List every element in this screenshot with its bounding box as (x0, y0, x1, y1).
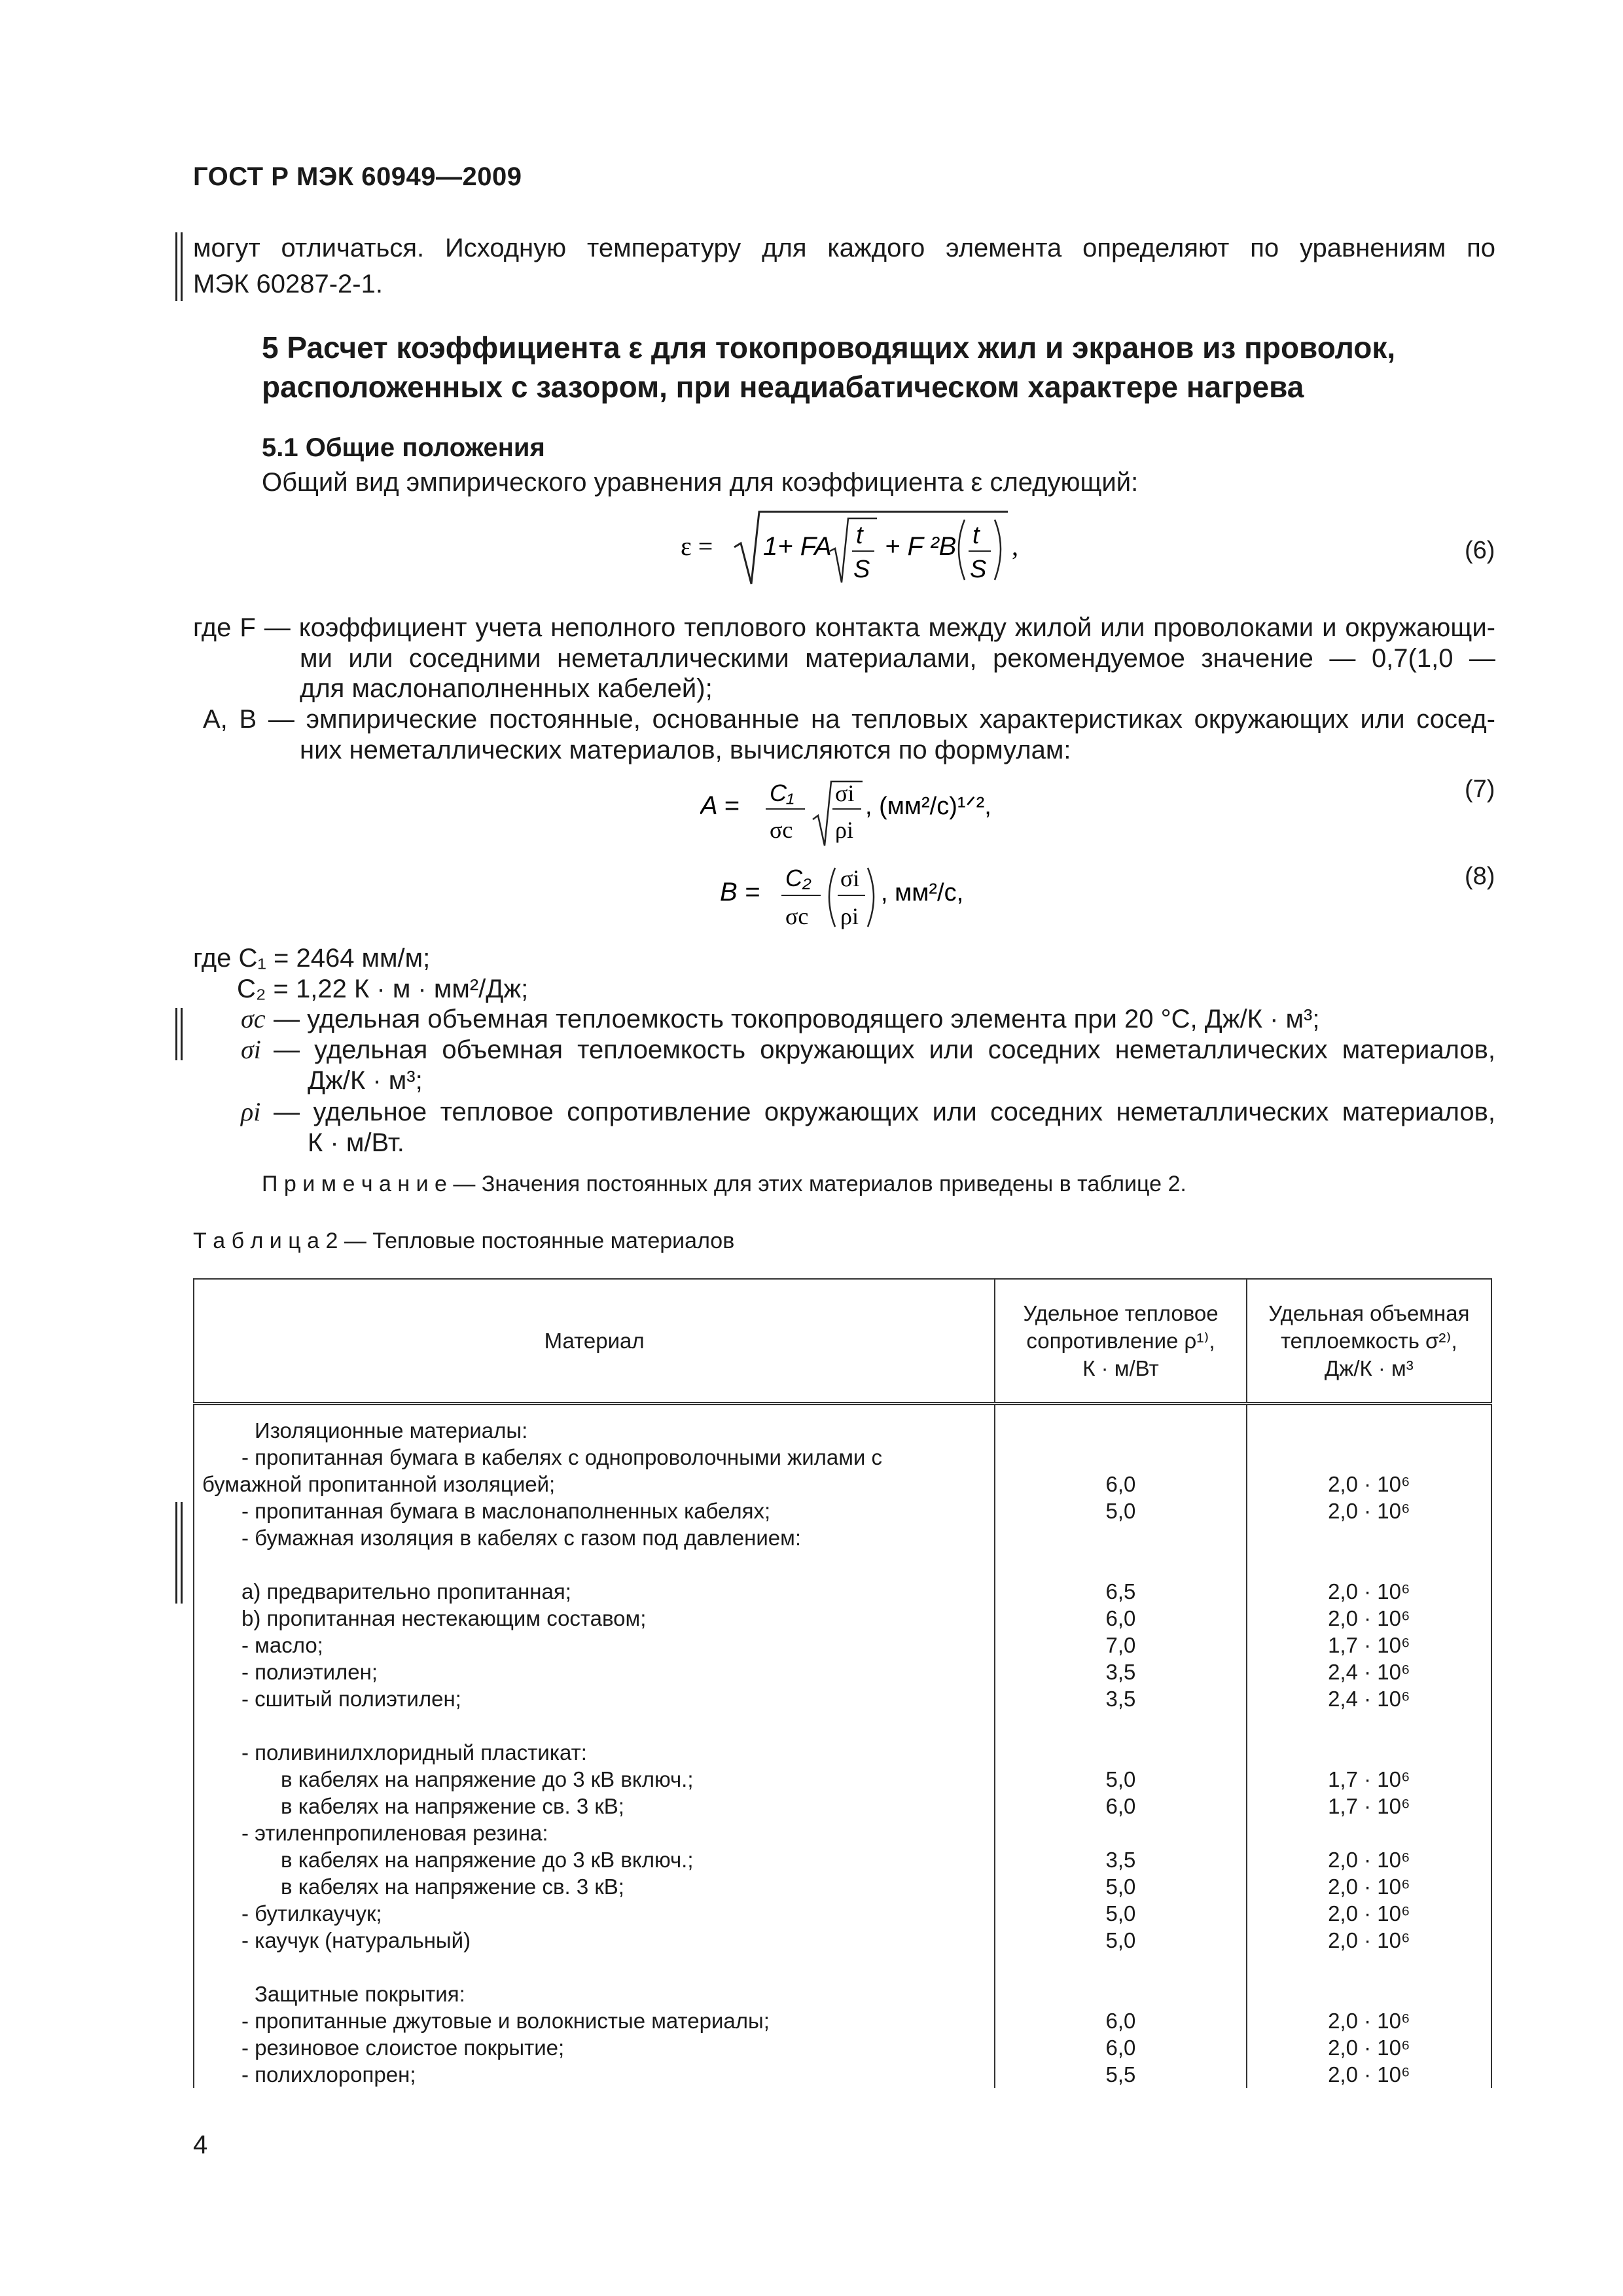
table-row-material: b) пропитанная нестекающим составом; (241, 1606, 647, 1630)
definition-f-line-2: ми или соседними неметаллическими материалами, рекомендуемое значение — 0,7(1,0 — (300, 644, 1495, 673)
definition-sigma-i-text-2: Дж/К · м³; (308, 1066, 423, 1095)
eq6-lhs: ε = (681, 531, 713, 561)
definition-sigma-c-text: — удельная объемная теплоемкость токопроводящего элемента при 20 °С, Дж/К · м³; (274, 1005, 1320, 1033)
table-row-heat-capacity: 2,0 · 10⁶ (1328, 1579, 1410, 1604)
table-row-resistivity (995, 1739, 1245, 1766)
table-row-heat-capacity: 2,0 · 10⁶ (1328, 1901, 1410, 1926)
table-row-heat-capacity: 1,7 · 10⁶ (1328, 1767, 1410, 1791)
table-row-heat-capacity: 2,0 · 10⁶ (1328, 2009, 1410, 2033)
section-5-1-text: Общий вид эмпирического уравнения для коэффициента ε следующий: (262, 468, 1139, 497)
header-thermal-resistivity (995, 1279, 1246, 1404)
table-row-resistivity (995, 1712, 1245, 1739)
table-row-heat-capacity (1247, 1417, 1491, 1444)
table-row-material: в кабелях на напряжение св. 3 кВ; (281, 1794, 624, 1818)
header-heat-capacity (1247, 1279, 1491, 1404)
table-row-material: в кабелях на напряжение св. 3 кВ; (281, 1874, 624, 1899)
table-row-material: - пропитанная бумага в маслонаполненных кабелях; (241, 1499, 771, 1523)
definition-sigma-c-symbol: σc (241, 1004, 266, 1033)
eq6-t-num-2: t (972, 522, 980, 549)
table-row-material: - пропитанные джутовые и волокнистые материалы; (241, 2009, 770, 2033)
revision-mark (175, 1008, 177, 1060)
table-row-material: - бумажная изоляция в кабелях с газом под давлением: (241, 1526, 802, 1550)
section-5-title-line-1: 5 Расчет коэффициента ε для токопроводящих жил и экранов из проволок, (262, 331, 1396, 365)
table-row-material: бумажной пропитанной изоляцией; (202, 1472, 556, 1496)
table-row-resistivity: 7,0 (1105, 1633, 1136, 1657)
table-row-material: - каучук (натуральный) (241, 1928, 471, 1952)
table-row-material: - масло; (241, 1633, 323, 1657)
table-row-material: в кабелях на напряжение до 3 кВ включ.; (281, 1848, 694, 1872)
eq6-comma: , (1012, 531, 1018, 561)
eq6-paren-right (995, 520, 1001, 580)
table-row-heat-capacity (1247, 1712, 1491, 1739)
equation-6 (681, 504, 1047, 596)
table-row-material: - бутилкаучук; (241, 1901, 382, 1926)
heat-capacity-column (1247, 1404, 1491, 2089)
table-row-resistivity (995, 1444, 1245, 1471)
table-row-resistivity: 5,0 (1105, 1499, 1136, 1523)
revision-mark (181, 1502, 183, 1604)
table-row-heat-capacity: 2,0 · 10⁶ (1328, 1606, 1410, 1630)
material-column (194, 1404, 995, 2089)
table-row-heat-capacity: 2,0 · 10⁶ (1328, 1928, 1410, 1952)
table-row-resistivity: 6,0 (1105, 2036, 1136, 2060)
definition-f-line-3: для маслонаполненных кабелей); (300, 674, 713, 703)
definition-rho-i-text-2: К · м/Вт. (308, 1128, 404, 1157)
eq8-units: , мм²/с, (881, 879, 964, 906)
table-row-resistivity (995, 1981, 1245, 2007)
table-row-heat-capacity: 2,0 · 10⁶ (1328, 1499, 1410, 1523)
equation-7 (700, 772, 1041, 851)
table-row-resistivity: 5,0 (1105, 1901, 1136, 1926)
section-5-title-line-2: расположенных с зазором, при неадиабатическом характере нагрева (262, 370, 1304, 404)
definition-c1: где C₁ = 2464 мм/м; (193, 944, 431, 973)
table-header-row (194, 1279, 1491, 1404)
header-rho-line-3: К · м/Вт (1082, 1355, 1159, 1380)
table-row-resistivity (995, 1820, 1245, 1846)
definition-ab-line-2: них неметаллических материалов, вычисляются по формулам: (300, 736, 1071, 764)
table-row-resistivity: 5,0 (1105, 1874, 1136, 1899)
table-row-heat-capacity: 1,7 · 10⁶ (1328, 1633, 1410, 1657)
equation-8-number: (8) (1465, 863, 1495, 890)
eq8-lhs: B = (720, 878, 760, 906)
table-row-material: - поливинилхлоридный пластикат: (241, 1740, 587, 1765)
table-row-heat-capacity: 2,0 · 10⁶ (1328, 2036, 1410, 2060)
table-row-resistivity: 6,0 (1105, 2009, 1136, 2033)
table-row-material: - пропитанная бумага в кабелях с однопроволочными жилами с (241, 1445, 883, 1469)
eq8-c2: C₂ (785, 865, 812, 891)
eq6-t-num: t (856, 522, 863, 549)
intro-line-2: МЭК 60287-2-1. (193, 270, 383, 298)
table-row-heat-capacity: 2,0 · 10⁶ (1328, 2062, 1410, 2087)
eq6-s-den-2: S (970, 556, 987, 583)
header-rho-line-1: Удельное тепловое (1023, 1300, 1219, 1325)
definition-sigma-i-symbol: σi (241, 1035, 261, 1064)
table-row-resistivity (995, 1417, 1245, 1444)
definition-ab-line-1: A, B — эмпирические постоянные, основанные на тепловых характеристиках окружающих или сосед- (203, 705, 1495, 734)
eq6-one-fa: 1+ FA (763, 532, 832, 561)
table-row-heat-capacity (1247, 1444, 1491, 1471)
definition-sigma-i-text-1: — удельная объемная теплоемкость окружающих или соседних неметаллических материалов, (274, 1035, 1495, 1064)
table-row-material: - полихлоропрен; (241, 2062, 416, 2087)
table-row-material: - резиновое слоистое покрытие; (241, 2036, 565, 2060)
table-2 (193, 1278, 1492, 2088)
definition-rho-i-text-1: — удельное тепловое сопротивление окружающих или соседних неметаллических материалов, (274, 1098, 1495, 1126)
resistivity-column (995, 1404, 1246, 2089)
table-row-material: - сшитый полиэтилен; (241, 1687, 461, 1711)
equation-8 (720, 857, 1021, 936)
table-row-resistivity (995, 1551, 1245, 1578)
table-row-material: Защитные покрытия: (255, 1982, 465, 2006)
table-row-material: - полиэтилен; (241, 1660, 378, 1684)
header-material: Материал (194, 1279, 995, 1404)
revision-mark (175, 1502, 177, 1604)
page-number: 4 (193, 2130, 208, 2159)
eq8-sigma-c: σc (785, 903, 809, 929)
table-row-resistivity: 6,0 (1105, 1606, 1136, 1630)
document-header: ГОСТ Р МЭК 60949—2009 (193, 162, 522, 191)
section-5-1-title: 5.1 Общие положения (262, 433, 545, 462)
eq7-rho-i: ρi (835, 817, 853, 843)
table-row-heat-capacity (1247, 1551, 1491, 1578)
table-row-heat-capacity: 2,4 · 10⁶ (1328, 1687, 1410, 1711)
table-row-material (202, 1551, 994, 1578)
definition-f-line-1: где F — коэффициент учета неполного теплового контакта между жилой или проволоками и окружающи- (193, 613, 1495, 642)
table-row-heat-capacity: 2,0 · 10⁶ (1328, 1472, 1410, 1496)
table-row-material (202, 1954, 994, 1981)
table-row-resistivity: 3,5 (1105, 1848, 1136, 1872)
table-row-resistivity: 5,0 (1105, 1928, 1136, 1952)
table-row-heat-capacity: 1,7 · 10⁶ (1328, 1794, 1410, 1818)
table-row-resistivity: 6,0 (1105, 1472, 1136, 1496)
table-row-heat-capacity: 2,4 · 10⁶ (1328, 1660, 1410, 1684)
table-row-resistivity: 3,5 (1105, 1660, 1136, 1684)
revision-mark (175, 232, 177, 301)
revision-mark (181, 232, 183, 301)
note: П р и м е ч а н и е — Значения постоянных для этих материалов приведены в таблице 2. (262, 1172, 1186, 1196)
table-row-heat-capacity: 2,0 · 10⁶ (1328, 1848, 1410, 1872)
eq8-sigma-i: σi (840, 865, 860, 891)
table-row-resistivity: 6,0 (1105, 1794, 1136, 1818)
table-caption: Т а б л и ц а 2 — Тепловые постоянные материалов (193, 1229, 735, 1253)
eq7-units: , (мм²/с)¹ᐟ², (865, 793, 991, 820)
header-sigma-line-1: Удельная объемная (1268, 1300, 1470, 1325)
table-row-resistivity: 5,5 (1105, 2062, 1136, 2087)
equation-7-number: (7) (1465, 776, 1495, 803)
table-row-heat-capacity (1247, 1524, 1491, 1551)
table-row-resistivity: 6,5 (1105, 1579, 1136, 1604)
table-row-material (202, 1712, 994, 1739)
table-row-resistivity (995, 1954, 1245, 1981)
eq7-lhs: A = (700, 791, 740, 820)
table-row-material: - этиленпропиленовая резина: (241, 1821, 548, 1845)
eq6-s-den: S (853, 556, 870, 583)
eq7-sigma-i: σi (835, 780, 855, 806)
header-sigma-line-2: теплоемкость σ²⁾, (1280, 1328, 1457, 1353)
table-row-heat-capacity (1247, 1981, 1491, 2007)
revision-mark (181, 1008, 183, 1060)
table-row-heat-capacity: 2,0 · 10⁶ (1328, 1874, 1410, 1899)
definition-c2: C₂ = 1,22 К · м · мм²/Дж; (237, 975, 529, 1003)
header-sigma-line-3: Дж/К · м³ (1324, 1355, 1414, 1380)
eq8-rho-i: ρi (840, 903, 859, 929)
table-row-heat-capacity (1247, 1739, 1491, 1766)
table-row-material: a) предварительно пропитанная; (241, 1579, 571, 1604)
table-row-resistivity: 5,0 (1105, 1767, 1136, 1791)
table-row-heat-capacity (1247, 1954, 1491, 1981)
definition-rho-i-symbol: ρi (241, 1097, 261, 1126)
intro-line-1: могут отличаться. Исходную температуру для каждого элемента определяют по уравнениям по (193, 234, 1495, 262)
table-row-material: Изоляционные материалы: (255, 1418, 528, 1443)
eq6-paren-left (959, 520, 965, 580)
equation-6-number: (6) (1465, 537, 1495, 564)
header-rho-line-2: сопротивление ρ¹⁾, (1026, 1328, 1215, 1353)
eq7-c1: C₁ (770, 780, 794, 806)
table-row-resistivity: 3,5 (1105, 1687, 1136, 1711)
table-row-heat-capacity (1247, 1820, 1491, 1846)
eq7-sigma-c: σc (770, 817, 793, 843)
eq6-f2b: + F ²B (885, 532, 957, 561)
table-row-material: в кабелях на напряжение до 3 кВ включ.; (281, 1767, 694, 1791)
table-row-resistivity (995, 1524, 1245, 1551)
